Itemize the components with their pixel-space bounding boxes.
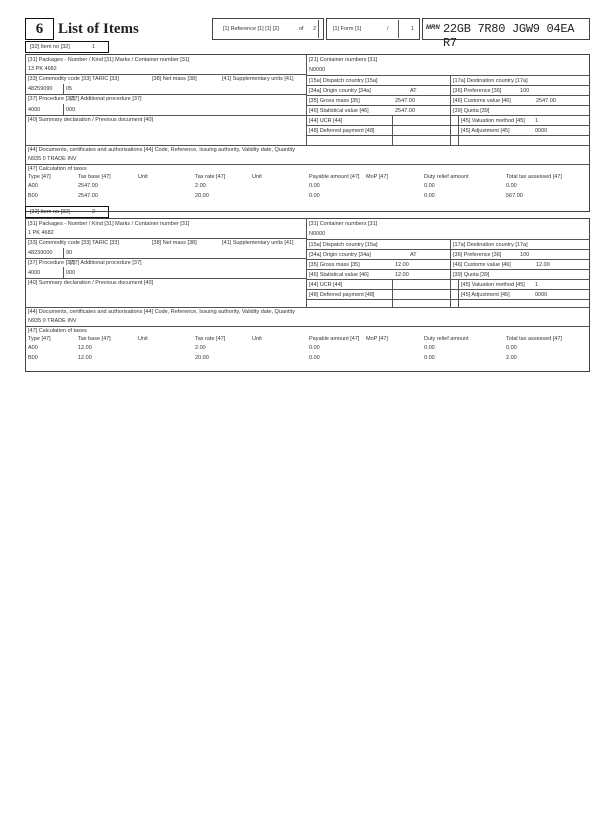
item1-statistical-label: [46] Statistical value [46] [309, 108, 369, 114]
item1-preference: 100 [520, 88, 530, 94]
reference-count: 2 [313, 26, 317, 32]
item2-valuation-label: [45] Valuation method [45] [461, 282, 525, 288]
item1-procedure: 4000 [28, 107, 41, 113]
tax-cell: 0.00 [424, 193, 435, 199]
form-value: 1 [411, 26, 415, 32]
item1-procedure-label: [37] Procedure [37] [28, 96, 75, 102]
item2-procedure: 4000 [28, 270, 41, 276]
item2-containers-label: [31] Container numbers [31] [309, 221, 378, 227]
mrn-box [422, 18, 590, 50]
item1-dispatch-label: [15a] Dispatch country [15a] [309, 78, 378, 84]
tax-col-header: Tax rate [47] [195, 174, 226, 180]
item2-gross-mass: 12.00 [395, 262, 409, 268]
tax-col-header: Tax base [47] [78, 174, 111, 180]
tax-cell: 12.00 [78, 345, 92, 351]
item2-statistical: 12.00 [395, 272, 409, 278]
item1-origin-label: [34a] Origin country [34a] [309, 88, 371, 94]
tax-cell: 0.00 [309, 183, 320, 189]
tax-col-header: MoP [47] [366, 174, 388, 180]
item1-documents: N935 0 TRADE INV [28, 156, 77, 162]
form-number-box [25, 18, 54, 40]
item1-tax-header: [47] Calculation of taxes [28, 166, 87, 172]
tax-cell: 2.00 [506, 355, 517, 361]
item1-commodity-suffix: 05 [66, 86, 73, 92]
item2-customs-value: 12.00 [536, 262, 550, 268]
item2-gross-mass-label: [35] Gross mass [35] [309, 262, 360, 268]
item2-additional: 000 [66, 270, 76, 276]
tax-col-header: Tax rate [47] [195, 336, 226, 342]
tax-cell: 0.00 [309, 355, 320, 361]
item1-number: 1 [92, 44, 96, 50]
tax-cell: 0.00 [506, 183, 517, 189]
tax-cell: A00 [28, 345, 38, 351]
item2-number: 2 [92, 209, 96, 215]
form-box [326, 18, 420, 40]
tax-cell: 20.00 [195, 193, 209, 199]
tax-col-header: Unit [138, 336, 148, 342]
item1-packages: 13 PK 4682 [28, 66, 57, 72]
item1-adjustment: 0000 [535, 128, 548, 134]
tax-cell: 2.00 [195, 345, 206, 351]
item2-ucr-label: [44] UCR [44] [309, 282, 343, 288]
item1-number-box [25, 41, 109, 53]
item1-customs-value-label: [46] Customs value [46] [453, 98, 511, 104]
item1-containers: N0000 [309, 67, 326, 73]
tax-col-header: Type [47] [28, 174, 51, 180]
item2-dispatch-label: [15a] Dispatch country [15a] [309, 242, 378, 248]
reference-label: [1] Reference [1] [1] [2] [223, 26, 279, 32]
item1-valuation: 1 [535, 118, 539, 124]
item1-customs-value: 2547.00 [536, 98, 556, 104]
item1-number-label: [32] Item no [32] [30, 44, 70, 50]
item1-additional: 000 [66, 107, 76, 113]
tax-cell: 2547.00 [78, 183, 98, 189]
reference-of: of [299, 26, 304, 32]
tax-cell: 0.00 [424, 355, 435, 361]
item2-additional-label: [37] Additional procedure [37] [70, 260, 142, 266]
mrn-label: MRN [426, 25, 440, 31]
item2-commodity: 48239000 [28, 250, 53, 256]
item2-supplementary-label: [41] Supplementary units [41] [222, 240, 294, 246]
item2-packages-label: [31] Packages - Number / Kind [31] Marks / Container number [31] [28, 221, 190, 227]
item1-destination-label: [17a] Destination country [17a] [453, 78, 528, 84]
item2-number-label: [32] Item no [32] [30, 209, 70, 215]
item2-origin-label: [34a] Origin country [34a] [309, 252, 371, 258]
item2-quota-label: [39] Quota [39] [453, 272, 490, 278]
tax-cell: 12.00 [78, 355, 92, 361]
mrn-value: 22GB 7R80 JGW9 04EA R7 [443, 22, 575, 50]
item2-commodity-suffix: 90 [66, 250, 73, 256]
item1-valuation-label: [45] Valuation method [45] [461, 118, 525, 124]
item1-additional-label: [37] Additional procedure [37] [70, 96, 142, 102]
tax-col-header: Unit [252, 174, 262, 180]
tax-col-header: Total tax assessed [47] [506, 336, 562, 342]
item2-commodity-label: [33] Commodity code [33] TARIC [33] [28, 240, 119, 246]
tax-col-header: MoP [47] [366, 336, 388, 342]
tax-col-header: Unit [252, 336, 262, 342]
tax-col-header: Total tax assessed [47] [506, 174, 562, 180]
item2-number-box [25, 206, 109, 218]
item2-customs-value-label: [46] Customs value [46] [453, 262, 511, 268]
tax-col-header: Type [47] [28, 336, 51, 342]
item2-adjustment-label: [45] Adjustment [45] [461, 292, 510, 298]
page-title: List of Items [58, 21, 139, 37]
tax-cell: 2547.00 [78, 193, 98, 199]
item2-containers: N0000 [309, 231, 326, 237]
item1-net-mass-label: [38] Net mass [38] [152, 76, 197, 82]
tax-col-header: Unit [138, 174, 148, 180]
item2-packages: 1 PK 4682 [28, 230, 54, 236]
item1-packages-label: [31] Packages - Number / Kind [31] Marks / Container number [31] [28, 57, 190, 63]
form-number: 6 [35, 21, 44, 37]
item1-commodity-label: [33] Commodity code [33] TARIC [33] [28, 76, 119, 82]
item2-tax-header: [47] Calculation of taxes [28, 328, 87, 334]
tax-cell: B00 [28, 193, 38, 199]
tax-cell: A00 [28, 183, 38, 189]
item2-destination-label: [17a] Destination country [17a] [453, 242, 528, 248]
tax-cell: 2.00 [195, 183, 206, 189]
item1-origin: AT [410, 88, 417, 94]
item2-summary-label: [40] Summary declaration / Previous document [40] [28, 280, 154, 286]
item2-net-mass-label: [38] Net mass [38] [152, 240, 197, 246]
item2-documents: N935 0 TRADE INV [28, 318, 77, 324]
tax-cell: 0.00 [424, 183, 435, 189]
item1-commodity: 48259090 [28, 86, 53, 92]
item1-documents-label: [44] Documents, certificates and authorisations [44] Code, Reference, Issuing authority, Validity date, Quantity [28, 147, 295, 153]
item2-deferred-label: [48] Deferred payment [48] [309, 292, 375, 298]
tax-cell: B00 [28, 355, 38, 361]
item1-summary-label: [40] Summary declaration / Previous document [40] [28, 117, 154, 123]
form-label: [1] Form [1] [333, 26, 362, 32]
tax-col-header: Duty relief amount [424, 336, 469, 342]
item1-adjustment-label: [45] Adjustment [45] [461, 128, 510, 134]
item1-ucr-label: [44] UCR [44] [309, 118, 343, 124]
item2-preference: 100 [520, 252, 530, 258]
tax-col-header: Tax base [47] [78, 336, 111, 342]
tax-cell: 0.00 [424, 345, 435, 351]
item2-preference-label: [36] Preference [36] [453, 252, 502, 258]
tax-col-header: Duty relief amount [424, 174, 469, 180]
tax-cell: 0.00 [309, 193, 320, 199]
tax-cell: 0.00 [506, 345, 517, 351]
item1-deferred-label: [48] Deferred payment [48] [309, 128, 375, 134]
tax-cell: 567.00 [506, 193, 523, 199]
item2-procedure-label: [37] Procedure [37] [28, 260, 75, 266]
reference-box [212, 18, 324, 40]
tax-cell: 0.00 [309, 345, 320, 351]
tax-col-header: Payable amount [47] [309, 174, 360, 180]
item2-origin: AT [410, 252, 417, 258]
item1-statistical: 2547.00 [395, 108, 415, 114]
item2-adjustment: 0000 [535, 292, 548, 298]
item1-containers-label: [21] Container numbers [31] [309, 57, 378, 63]
form-of: / [387, 26, 389, 32]
item2-statistical-label: [46] Statistical value [46] [309, 272, 369, 278]
item1-gross-mass: 2547.00 [395, 98, 415, 104]
item2-documents-label: [44] Documents, certificates and authorisations [44] Code, Reference, Issuing authority, Validity date, Quantity [28, 309, 295, 315]
item1-quota-label: [39] Quota [39] [453, 108, 490, 114]
item1-supplementary-label: [41] Supplementary units [41] [222, 76, 294, 82]
item2-valuation: 1 [535, 282, 539, 288]
tax-col-header: Payable amount [47] [309, 336, 360, 342]
item1-gross-mass-label: [35] Gross mass [35] [309, 98, 360, 104]
tax-cell: 20.00 [195, 355, 209, 361]
item1-preference-label: [36] Preference [36] [453, 88, 502, 94]
